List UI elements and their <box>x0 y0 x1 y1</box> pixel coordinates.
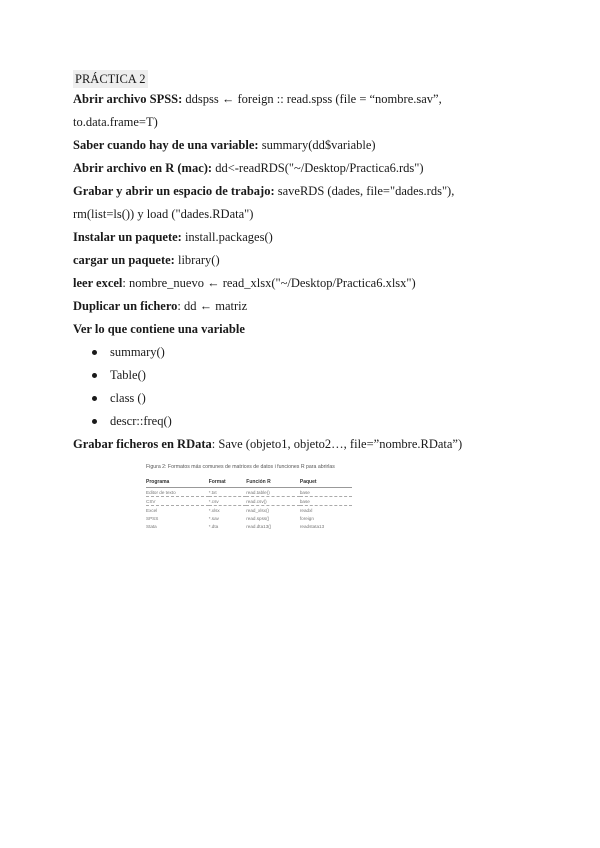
column-header: Paquet <box>300 479 352 488</box>
figure-caption: Figura 2: Formatos más comunes de matrices de datos i funciones R para abrirlas <box>146 464 335 470</box>
line-label: Instalar un paquete: <box>73 230 182 244</box>
line-text: install.packages() <box>181 230 273 244</box>
table-header-row <box>146 479 352 488</box>
list-item: descr::freq() <box>73 414 553 429</box>
text-line <box>73 322 553 337</box>
line-label: Duplicar un fichero <box>73 299 178 313</box>
table-cell: base <box>300 488 352 497</box>
text-line <box>73 92 553 107</box>
text-line <box>73 161 553 176</box>
line-label: Grabar ficheros en RData <box>73 437 212 451</box>
line-label: Ver lo que contiene una variable <box>73 322 245 336</box>
line-text: library() <box>174 253 220 267</box>
list-item: class () <box>73 391 553 406</box>
table-cell: *.sav <box>208 516 219 521</box>
table-cell: CSV <box>146 497 209 506</box>
line-text: to.data.frame=T) <box>73 115 158 129</box>
text-line <box>73 299 553 314</box>
table-row <box>146 497 352 506</box>
formats-table <box>146 479 352 530</box>
line-text: summary(dd$variable) <box>258 138 376 152</box>
line-text: : Save (objeto1, objeto2…, file=”nombre.RData”) <box>211 437 463 451</box>
text-line <box>73 276 553 291</box>
line-label: Saber cuando hay de una variable: <box>73 138 259 152</box>
text-line <box>73 184 553 199</box>
table-cell: *.csv <box>209 497 247 506</box>
table-cell: *.txt <box>209 488 247 497</box>
table-cell: *.xlsx <box>208 508 220 513</box>
table-row <box>146 514 352 522</box>
line-text: : dd ← matriz <box>177 299 248 313</box>
column-header: Programa <box>146 479 209 488</box>
table-cell: readstata13 <box>299 524 325 529</box>
table-cell: foreign <box>299 516 314 521</box>
table-cell: read.spss() <box>246 516 270 521</box>
table-row <box>146 488 352 497</box>
list-item: summary() <box>73 345 553 360</box>
table-cell: Stata <box>146 524 157 529</box>
text-line <box>73 138 553 153</box>
table-cell: read.dta13() <box>246 524 272 529</box>
table-cell: read.table() <box>246 488 300 497</box>
table-row <box>146 506 352 515</box>
table-cell: Excel <box>146 508 158 513</box>
line-label: Abrir archivo en R (mac): <box>73 161 213 175</box>
text-line <box>73 115 553 130</box>
page-title: PRÁCTICA 2 <box>75 72 146 86</box>
list-item: Table() <box>73 368 553 383</box>
table-cell: base <box>300 497 352 506</box>
column-header: Función R <box>246 479 300 488</box>
line-label: Abrir archivo SPSS: <box>73 92 183 106</box>
line-text: rm(list=ls()) y load ("dades.RData") <box>73 207 254 221</box>
table-cell: readxl <box>299 508 313 513</box>
line-text: : nombre_nuevo ← read_xlsx("~/Desktop/Practica6.xlsx") <box>122 276 416 290</box>
text-line <box>73 207 553 222</box>
line-text: saveRDS (dades, file="dades.rds"), <box>274 184 455 198</box>
text-line <box>73 437 553 452</box>
bullet-list <box>73 345 553 429</box>
line-label: Grabar y abrir un espacio de trabajo: <box>73 184 275 198</box>
column-header: Format <box>209 479 247 488</box>
table-cell: read_xlsx() <box>246 508 270 513</box>
table-cell: read.csv() <box>246 497 300 506</box>
line-text: dd<-readRDS("~/Desktop/Practica6.rds") <box>212 161 424 175</box>
text-line <box>73 253 553 268</box>
text-line <box>73 230 553 245</box>
table-cell: SPSS <box>146 516 159 521</box>
table-row <box>146 522 352 530</box>
figure-table <box>146 464 356 530</box>
table-cell: *.dta <box>208 524 219 529</box>
line-text: ddspss ← foreign :: read.spss (file = “nombre.sav”, <box>182 92 442 106</box>
table-cell: Editor de texto <box>146 488 209 497</box>
line-label: cargar un paquete: <box>73 253 175 267</box>
document-content <box>73 70 553 460</box>
line-label: leer excel <box>73 276 123 290</box>
